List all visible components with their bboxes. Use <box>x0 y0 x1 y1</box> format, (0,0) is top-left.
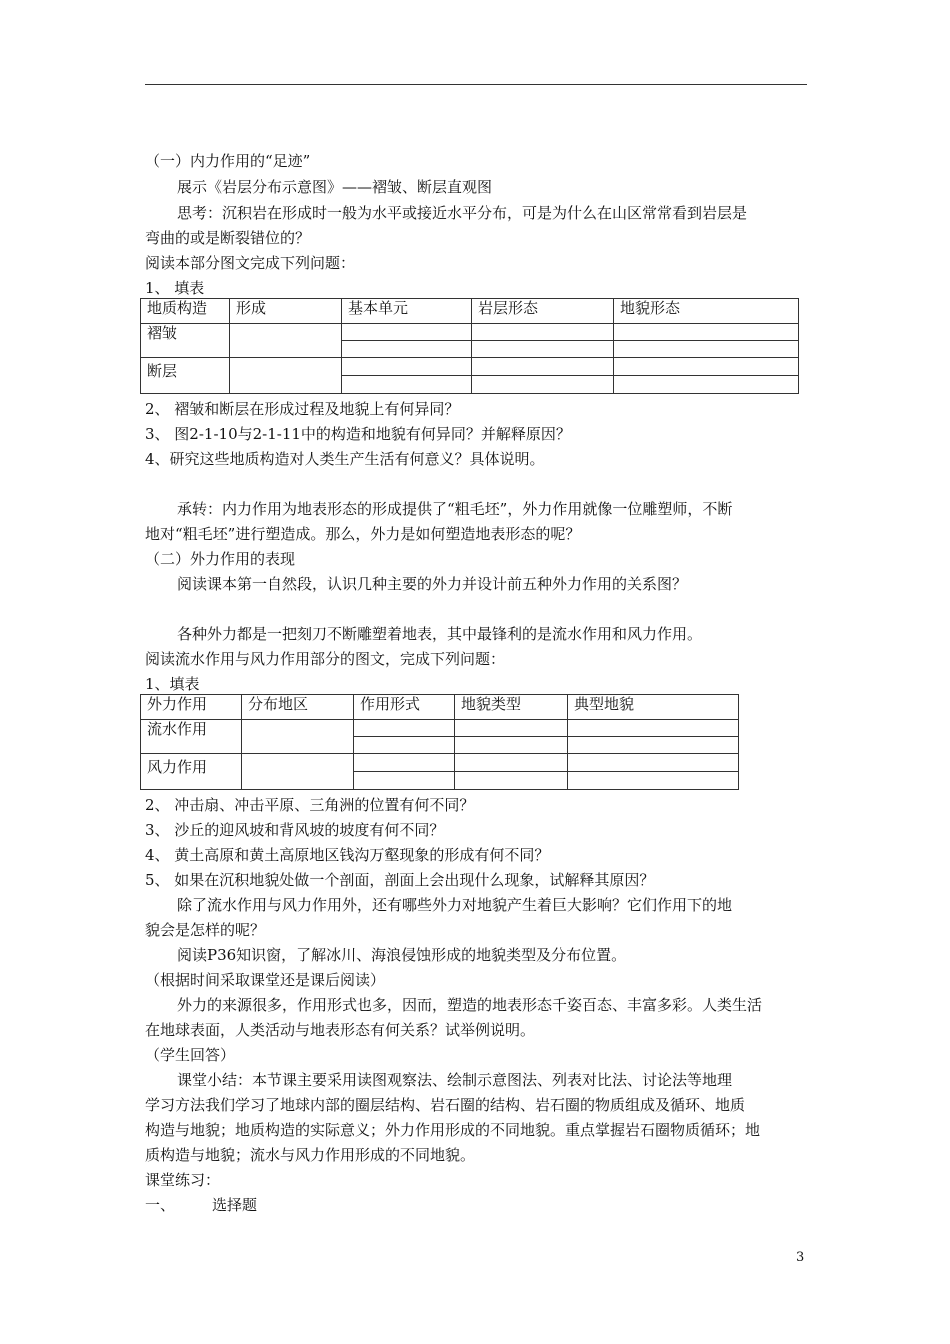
question-4: 4、研究这些地质构造对人类生产生活有何意义？具体说明。 <box>145 450 545 468</box>
table-header-row <box>141 695 739 720</box>
summary-line-4: 质构造与地貌；流水与风力作用形成的不同地貌。 <box>145 1146 476 1164</box>
read-textbook-text: 阅读课本第一自然段，认识几种主要的外力并设计前五种外力作用的关系图？ <box>177 575 688 593</box>
table-cell <box>342 324 472 341</box>
table-cell <box>342 341 472 358</box>
section1-heading: （一）内力作用的“足迹” <box>145 152 311 170</box>
table-cell <box>472 341 614 358</box>
header-rule <box>145 84 807 85</box>
external-force-table <box>140 694 739 790</box>
table-header-cell: 岩层形态 <box>472 299 614 324</box>
section2-heading: （二）外力作用的表现 <box>145 550 296 568</box>
exercise-item-label: 选择题 <box>212 1196 258 1214</box>
table-header-cell: 作用形式 <box>354 695 455 720</box>
read-instruction-2: 阅读流水作用与风力作用部分的图文，完成下列问题： <box>145 650 506 668</box>
table-cell <box>455 737 568 754</box>
table-header-cell: 分布地区 <box>242 695 354 720</box>
table-header-cell: 地貌形态 <box>614 299 799 324</box>
think-line-2: 弯曲的或是断裂错位的？ <box>145 229 311 247</box>
table-cell <box>568 737 739 754</box>
table-cell <box>472 324 614 341</box>
table-header-cell: 地貌类型 <box>455 695 568 720</box>
table-cell <box>568 754 739 772</box>
table-header-cell: 地质构造 <box>141 299 230 324</box>
think-line-1: 思考：沉积岩在形成时一般为水平或接近水平分布，可是为什么在山区常常看到岩层是 <box>177 204 748 222</box>
question-1-label-2: 1、填表 <box>145 675 200 693</box>
summary-line-2: 学习方法我们学习了地球内部的圈层结构、岩石圈的结构、岩石圈的物质组成及循环、地质 <box>145 1096 746 1114</box>
exercise-title: 课堂练习： <box>145 1171 221 1189</box>
table-row <box>141 754 739 772</box>
table-header-cell: 典型地貌 <box>568 695 739 720</box>
question-2: 2、 褶皱和断层在形成过程及地貌上有何异同？ <box>145 400 460 418</box>
exercise-item-number: 一、 <box>145 1196 176 1214</box>
student-answer-note: （学生回答） <box>145 1046 236 1064</box>
table-row <box>141 358 799 376</box>
summary-line-3: 构造与地貌；地质构造的实际意义；外力作用形成的不同地貌。重点掌握岩石圈物质循环；地 <box>145 1121 761 1139</box>
sculpt-text: 各种外力都是一把刻刀不断雕塑着地表，其中最锋利的是流水作用和风力作用。 <box>177 625 703 643</box>
show-diagram-text: 展示《岩层分布示意图》——褶皱、断层直观图 <box>177 178 493 196</box>
sources-line-2: 在地球表面，人类活动与地表形态有何关系？试举例说明。 <box>145 1021 536 1039</box>
besides-line-2: 貌会是怎样的呢？ <box>145 921 266 939</box>
table-cell <box>230 358 342 394</box>
sources-line-1: 外力的来源很多，作用形式也多，因而，塑造的地表形态千姿百态、丰富多彩。人类生活 <box>177 996 763 1014</box>
transition-line-1: 承转：内力作用为地表形态的形成提供了“粗毛坯”，外力作用就像一位雕塑师，不断 <box>177 500 733 518</box>
table-cell <box>614 341 799 358</box>
table-cell <box>614 358 799 376</box>
row-label-water: 流水作用 <box>141 720 242 754</box>
table-cell <box>354 737 455 754</box>
transition-line-2: 地对“粗毛坯”进行塑造成。那么，外力是如何塑造地表形态的呢？ <box>145 525 581 543</box>
page-number: 3 <box>796 1250 805 1265</box>
table-cell <box>614 324 799 341</box>
table-cell <box>568 720 739 737</box>
row-label-fault: 断层 <box>141 358 230 394</box>
table-cell <box>472 358 614 376</box>
table-cell <box>614 376 799 394</box>
table-cell <box>354 772 455 790</box>
question-1-label: 1、 填表 <box>145 279 205 297</box>
table-cell <box>568 772 739 790</box>
table-cell <box>354 754 455 772</box>
table-row <box>141 720 739 737</box>
table-row <box>141 324 799 341</box>
table-cell <box>242 754 354 790</box>
time-note: （根据时间采取课堂还是课后阅读） <box>145 971 386 989</box>
geologic-structure-table <box>140 298 799 394</box>
table-header-cell: 外力作用 <box>141 695 242 720</box>
read-instruction: 阅读本部分图文完成下列问题： <box>145 254 356 272</box>
table-cell <box>455 720 568 737</box>
question-3b: 3、 沙丘的迎风坡和背风坡的坡度有何不同？ <box>145 821 445 839</box>
question-2b: 2、 冲击扇、冲击平原、三角洲的位置有何不同？ <box>145 796 475 814</box>
table-header-cell: 形成 <box>230 299 342 324</box>
read-p36-text: 阅读P36知识窗，了解冰川、海浪侵蚀形成的地貌类型及分布位置。 <box>177 946 627 964</box>
table-header-row <box>141 299 799 324</box>
question-3: 3、 图2-1-10与2-1-11中的构造和地貌有何异同？并解释原因？ <box>145 425 571 443</box>
table-cell <box>342 376 472 394</box>
table-cell <box>455 754 568 772</box>
question-5b: 5、 如果在沉积地貌处做一个剖面，剖面上会出现什么现象，试解释其原因？ <box>145 871 655 889</box>
row-label-fold: 褶皱 <box>141 324 230 358</box>
summary-line-1: 课堂小结：本节课主要采用读图观察法、绘制示意图法、列表对比法、讨论法等地理 <box>177 1071 733 1089</box>
table-cell <box>354 720 455 737</box>
table-cell <box>455 772 568 790</box>
row-label-wind: 风力作用 <box>141 754 242 790</box>
table-cell <box>342 358 472 376</box>
question-4b: 4、 黄土高原和黄土高原地区钱沟万壑现象的形成有何不同？ <box>145 846 550 864</box>
besides-line-1: 除了流水作用与风力作用外，还有哪些外力对地貌产生着巨大影响？它们作用下的地 <box>177 896 733 914</box>
table-cell <box>230 324 342 358</box>
table-cell <box>242 720 354 754</box>
table-header-cell: 基本单元 <box>342 299 472 324</box>
table-cell <box>472 376 614 394</box>
